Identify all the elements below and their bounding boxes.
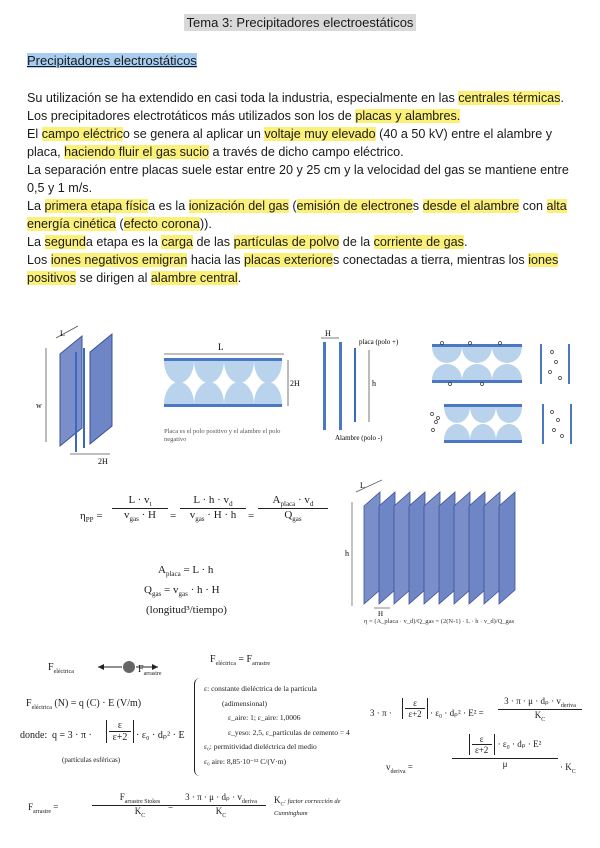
highlight: placas exteriore <box>244 253 333 267</box>
plate-stack <box>364 492 515 604</box>
balance-lhs: 3 · π · <box>370 708 392 718</box>
donde-label: donde: <box>20 730 48 741</box>
plate <box>424 492 440 604</box>
highlight: emisión de electrone <box>296 199 413 213</box>
fig2-label-L: L <box>218 342 224 352</box>
highlight: primera etapa físic <box>44 199 149 213</box>
eta-fraction-1: $L \cdot v_t$ $v_{gas} \cdot H$ <box>112 494 168 523</box>
paragraph: La separación entre placas suele estar entre 20 y 25 cm y la velocidad del gas se mantiene entre 0,5 y 1 m/s. <box>27 163 569 195</box>
efficiency-equations: $\eta_{PP}$ = $L \cdot v_t$ $v_{gas} \cdot H$ = $L \cdot h \cdot v_d$ $v_{gas} \cdot H \cdot h$ = $A_{placa} \cdot v_d$ $Q_{gas}$ $A_{placa} = L \cdot h$ $Q_{gas} = v_{gas} \cdot h \cdot H$ (longitud³/tiempo) <box>74 484 332 624</box>
qgas-equation: $Q_{gas} = v_{gas} \cdot h \cdot H$ <box>144 584 220 599</box>
f-electrica-label: $F_{eléctrica}$ <box>48 662 74 675</box>
fig1-label-w: w <box>36 401 42 410</box>
paragraph: El campo eléctrico se genera al aplicar un voltaje muy elevado (40 a 50 kV) entre el alambre y placa, haciendo fluir el gas sucio a través de dicho campo eléctrico. <box>27 127 553 159</box>
epsilon-descriptions: ε: constante dieléctrica de la partícula (adimensional) ε_aire: 1; ε_aire: 1,0006 ε_yeso: 2,5, ε_partículas de cemento = 4 ε₀: permitividad dieléctrica del medio ε₀ aire: 8,85·10⁻¹² C/(V·m) <box>204 684 350 766</box>
eps-fraction: ε ε+2 <box>106 720 134 743</box>
kc-description: $K_C$: factor corrección de Cunningham <box>274 795 341 818</box>
fig6-label-L: L <box>360 481 365 490</box>
fig3-label-h: h <box>372 379 376 388</box>
balance-rhs-fraction: $3 \cdot \pi \cdot \mu \cdot d_p \cdot v_{deriva}$ $K_C$ <box>498 696 582 723</box>
section-heading: Precipitadores electrostáticos <box>27 53 197 68</box>
highlight: corriente de gas <box>373 235 464 249</box>
plate <box>379 492 395 604</box>
paragraph: La segunda etapa es la carga de las partículas de polvo de la corriente de gas. <box>27 235 468 249</box>
fig3-label-H: H <box>325 330 331 338</box>
fig3-label-alambre: Alambre (polo -) <box>335 434 383 442</box>
plate <box>484 492 500 604</box>
highlight: segund <box>44 235 86 249</box>
highlight: voltaje muy elevado <box>264 127 376 141</box>
particulas-label: (partículas esféricas) <box>62 756 121 764</box>
highlight: alambre central <box>150 271 238 285</box>
farrastre-fraction-2: $3 \cdot \pi \cdot \mu \cdot d_p \cdot v_{deriva}$ $K_C$ <box>176 792 266 819</box>
plate <box>454 492 470 604</box>
highlight: centrales térmicas <box>458 91 561 105</box>
highlight: carga <box>161 235 193 249</box>
eta-fraction-2: $L \cdot h \cdot v_d$ $v_{gas} \cdot H \cdot h$ <box>180 494 246 523</box>
paragraph: Los precipitadores electrotáticos más utilizados son los de placas y alambres. <box>27 109 461 123</box>
paragraph: La primera etapa física es la ionización del gas (emisión de electrones desde el alambre con alta energía cinética (efecto corona)). <box>27 199 567 231</box>
q-definition-tail: · ε₀ · dₚ² · E <box>136 730 185 741</box>
figure-multi-plate <box>342 478 542 640</box>
plate <box>499 492 515 604</box>
farrastre-lhs: $F_{arrastre}$ = <box>28 802 59 815</box>
page-title: Tema 3: Precipitadores electroestáticos <box>0 14 600 32</box>
farrastre-fraction-1: $F_{arrastre Stokes}$ $K_C$ <box>92 792 188 819</box>
fe-definition: $F_{eléctrica}$ (N) = q (C) · E (V/m) <box>26 698 142 711</box>
highlight: iones positivos <box>27 253 559 285</box>
figure-particles-bottom <box>428 400 580 448</box>
q-definition: q = 3 · π · <box>52 730 92 741</box>
fig1-label-L: L <box>60 329 65 338</box>
highlight: partículas de polvo <box>233 235 340 249</box>
forces-block: $F_{eléctrica}$ $F_{arrastre}$ $F_{eléctrica} = F_{arrastre}$ $F_{eléctrica}$ (N) = q (C) · E (V/m) donde: q = 3 · π · ε ε+2 · ε₀ · dₚ² · E (partículas esféricas) ε: constante dieléctrica de la partícula (adimensional) ε_aire: 1; ε_aire: 1,0006 ε_yeso: 2,5, ε_partículas de cemento = 4 ε₀: permitividad dieléctrica del medio ε₀ aire: 8,85·10⁻¹² C/(V·m) $F_{arrastre}$ = $F_{arrastre Stokes}$ $K_C$ = $3 \cdot \pi \cdot \mu \cdot d_p \cdot v_{deriva}$ $K_C$ $K_C$: factor corrección de Cunningham <box>20 654 350 819</box>
body-text <box>27 89 575 287</box>
force-equality: $F_{eléctrica} = F_{arrastre}$ <box>210 654 271 667</box>
highlight: iones negativos emigran <box>50 253 188 267</box>
fig6-formula: η = (A_placa · v_d)/Q_gas = (2(N-1) · L · h · v_d)/Q_gas <box>364 618 515 625</box>
vd-lhs: $v_{deriva}$ = <box>386 762 413 775</box>
figure-plates-field <box>160 332 302 452</box>
fig6-label-H: H <box>378 610 384 618</box>
balance-eps-fraction: ε ε+2 <box>402 698 428 719</box>
eta-fraction-3: $A_{placa} \cdot v_d$ $Q_{gas}$ <box>258 494 328 523</box>
aplaca-equation: $A_{placa} = L \cdot h$ <box>158 564 214 579</box>
figure-plates-perspective <box>32 318 144 468</box>
fig2-label-2H: 2H <box>290 379 300 388</box>
highlight: placas y alambres. <box>355 109 461 123</box>
figure-particles-top <box>430 340 580 388</box>
plate <box>469 492 485 604</box>
plate <box>439 492 455 604</box>
paragraph: Su utilización se ha extendido en casi toda la industria, especialmente en las centrales térmicas. <box>27 91 564 105</box>
highlight: efecto corona <box>123 217 200 231</box>
fig2-caption: Placa es el polo positivo y el alambre el polo negativo <box>164 428 281 443</box>
plate <box>364 492 380 604</box>
fig6-label-h: h <box>345 549 349 558</box>
fig1-label-2H: 2H <box>98 457 108 466</box>
vd-fraction: ε ε+2 · ε₀ · dₚ · E² μ <box>452 734 558 769</box>
eta-lhs: $\eta_{PP}$ = <box>80 510 103 525</box>
plate <box>394 492 410 604</box>
highlight: haciendo fluir el gas sucio <box>64 145 210 159</box>
highlight: ionización del gas <box>188 199 289 213</box>
plate <box>409 492 425 604</box>
paragraph: Los iones negativos emigran hacia las placas exteriores conectadas a tierra, mientras los iones positivos se dirigen al alambre central. <box>27 253 559 285</box>
fig3-label-placa: placa (polo +) <box>359 338 399 346</box>
qgas-units: (longitud³/tiempo) <box>146 604 227 616</box>
highlight: campo eléctric <box>41 127 123 141</box>
highlight: alta energía cinética <box>27 199 567 231</box>
figure-side-view <box>313 330 413 448</box>
vd-tail: · $K_C$ <box>560 762 576 775</box>
highlight: desde el alambre <box>422 199 520 213</box>
drift-velocity-block <box>366 690 584 786</box>
balance-lhs-tail: · ε₀ · dₚ² · E² = <box>430 708 484 718</box>
f-arrastre-label: $F_{arrastre}$ <box>138 664 162 677</box>
